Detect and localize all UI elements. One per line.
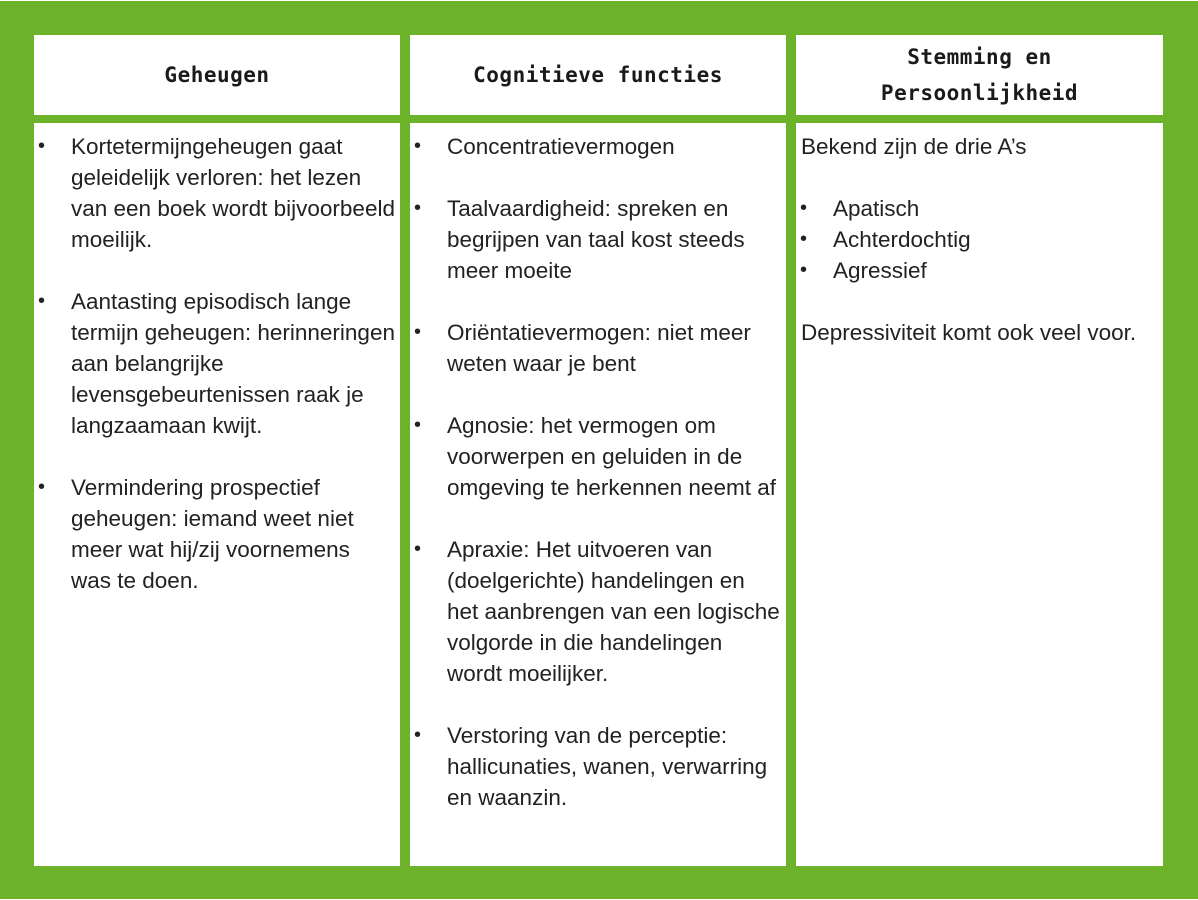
list-item-text: Vermindering prospectief geheugen: iemand weet niet meer wat hij/zij voornemens was te doen.	[71, 475, 354, 593]
list-item	[34, 131, 400, 255]
bullet-icon: •	[800, 197, 808, 219]
list-item-text: Agnosie: het vermogen om voorwerpen en geluiden in de omgeving te herkennen neemt af	[447, 413, 776, 500]
bullet-list	[410, 131, 786, 813]
column-header-cognitieve-functies	[410, 35, 786, 115]
column-header-label: Geheugen	[164, 63, 270, 87]
list-item-text: Concentratievermogen	[447, 134, 675, 159]
list-item	[410, 317, 786, 379]
bullet-icon: •	[38, 290, 46, 312]
list-item-text: Apatisch	[833, 196, 920, 221]
list-item	[796, 255, 1163, 286]
list-item-text: Oriëntatievermogen: niet meer weten waar je bent	[447, 320, 751, 376]
column-header-label: Cognitieve functies	[473, 63, 723, 87]
list-item	[410, 193, 786, 286]
column-header-label-line2: Persoonlijkheid	[880, 81, 1079, 105]
list-item-text: Achterdochtig	[833, 227, 971, 252]
intro-text: Bekend zijn de drie A’s	[801, 134, 1027, 159]
list-item	[796, 224, 1163, 255]
bullet-icon: •	[800, 259, 808, 281]
column-body-stemming	[796, 123, 1163, 866]
list-item-text: Verstoring van de perceptie: hallicunaties, wanen, verwarring en waanzin.	[447, 723, 768, 810]
list-item	[410, 410, 786, 503]
bullet-icon: •	[414, 414, 422, 436]
column-header-stemming	[796, 35, 1163, 115]
bullet-icon: •	[800, 228, 808, 250]
bullet-icon: •	[414, 135, 422, 157]
bullet-icon: •	[38, 476, 46, 498]
bullet-icon: •	[414, 538, 422, 560]
list-item	[34, 472, 400, 596]
list-item-text: Aantasting episodisch lange termijn geheugen: herinneringen aan belangrijke levensgebeurtenissen raak je langzaamaan kwijt.	[71, 289, 395, 438]
list-item	[410, 720, 786, 813]
bullet-icon: •	[414, 197, 422, 219]
list-item	[796, 193, 1163, 224]
bullet-icon: •	[414, 724, 422, 746]
list-item-text: Kortetermijngeheugen gaat geleidelijk verloren: het lezen van een boek wordt bijvoorbeeld moeilijk.	[71, 134, 395, 252]
outro-text: Depressiviteit komt ook veel voor.	[801, 320, 1137, 345]
bullet-icon: •	[414, 321, 422, 343]
list-item-text: Apraxie: Het uitvoeren van (doelgerichte) handelingen en het aanbrengen van een logische volgorde in die handelingen wordt moeilijker.	[447, 537, 780, 686]
column-header-geheugen	[34, 35, 400, 115]
bullet-list	[796, 193, 1163, 286]
column-header-label-line1: Stemming en	[907, 45, 1052, 69]
list-item	[410, 131, 786, 162]
list-item	[34, 286, 400, 441]
list-item-text: Agressief	[833, 258, 927, 283]
bullet-list	[34, 131, 400, 596]
bullet-icon: •	[38, 135, 46, 157]
list-item	[410, 534, 786, 689]
list-item-text: Taalvaardigheid: spreken en begrijpen van taal kost steeds meer moeite	[447, 196, 745, 283]
column-body-geheugen	[34, 123, 400, 866]
column-body-cognitieve-functies	[410, 123, 786, 866]
